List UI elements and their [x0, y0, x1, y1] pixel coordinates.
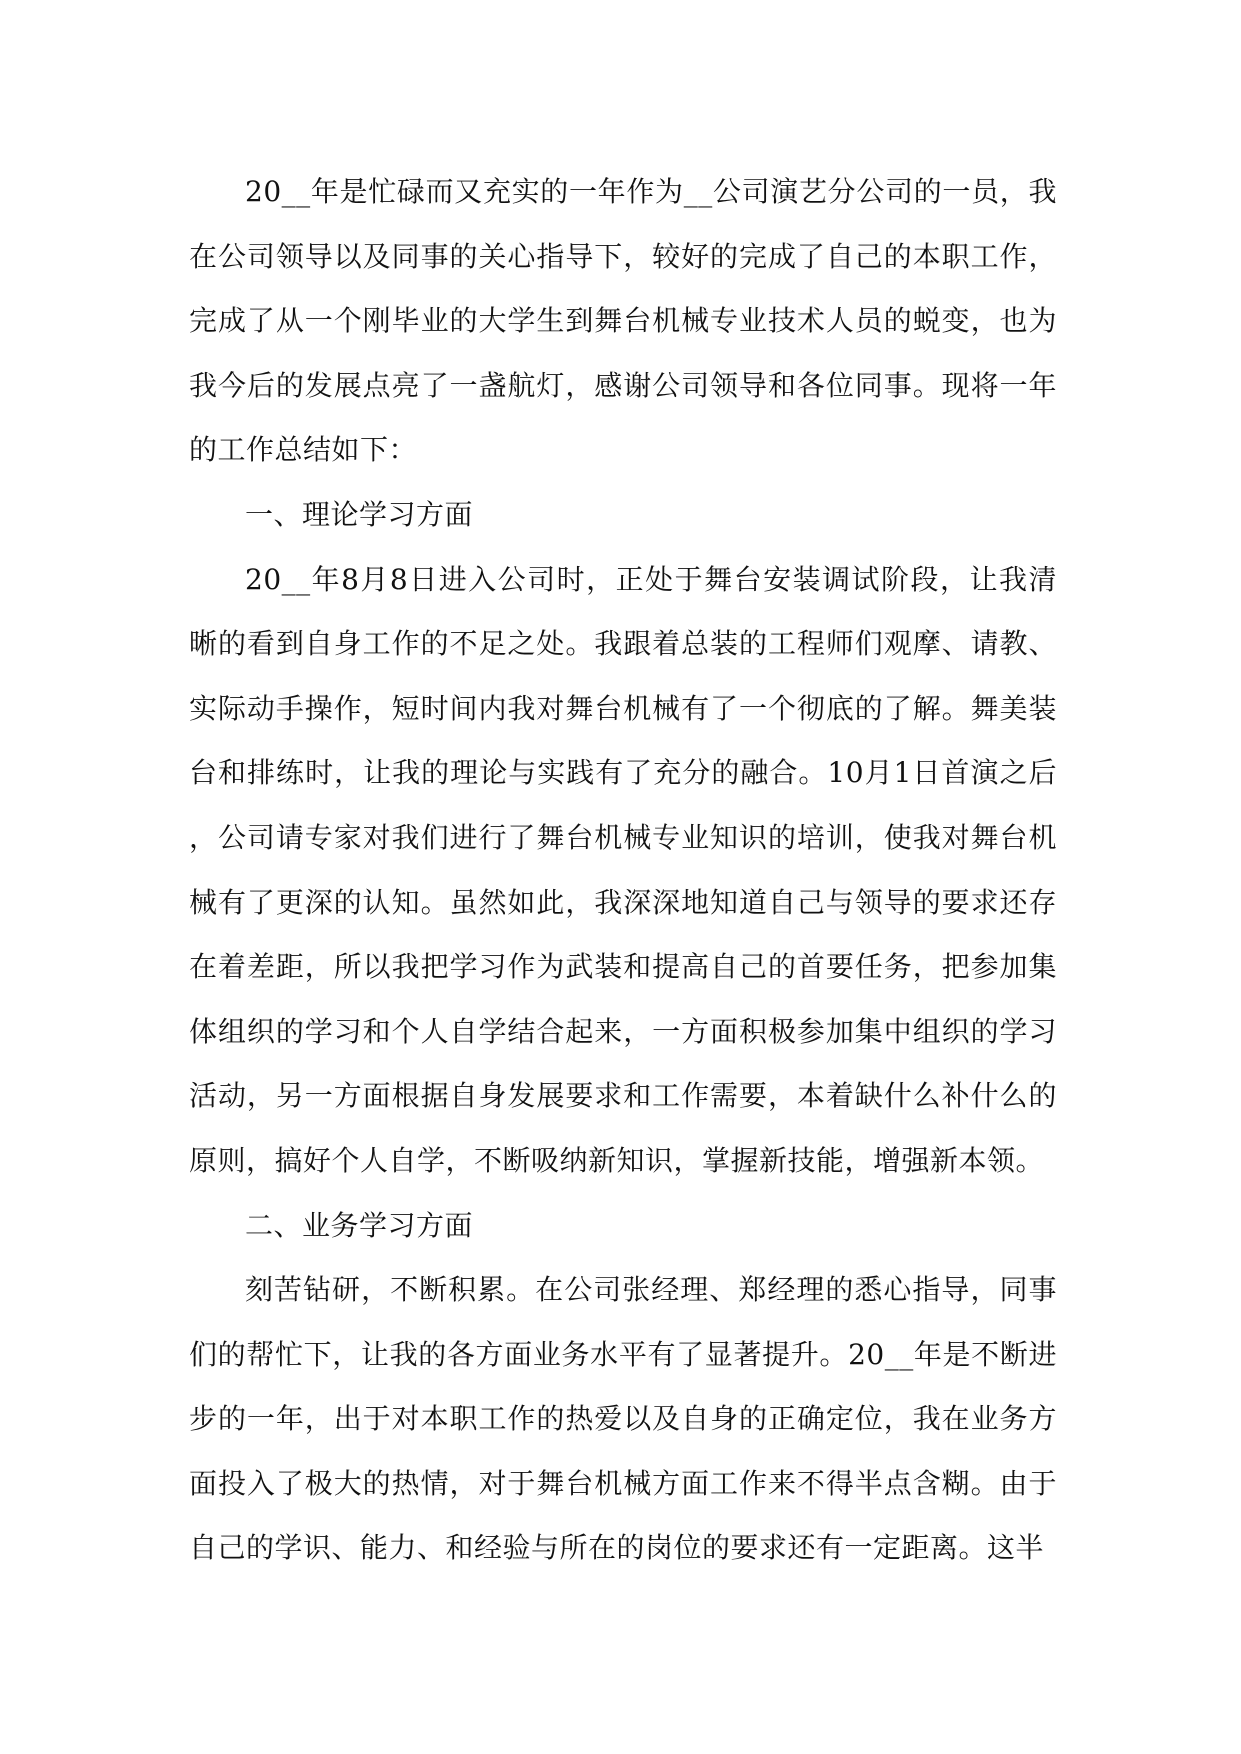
section-heading-business-study: 二、业务学习方面 [245, 1208, 474, 1242]
business-study-paragraph: 刻苦钻研，不断积累。在公司张经理、郑经理的悉心指导，同事们的帮忙下，让我的各方面业务水平有了显著提升。20__年是不断进步的一年，出于对本职工作的热爱以及自身的正确定位，我在业务方面投入了极大的热情，对于舞台机械方面工作来不得半点含糊。由于自己的学识、能力、和经验与所在的岗位的要求还有一定距离。这半 [189, 1273, 1057, 1565]
intro-paragraph: 20__年是忙碌而又充实的一年作为__公司演艺分公司的一员，我在公司领导以及同事的关心指导下，较好的完成了自己的本职工作，完成了从一个刚毕业的大学生到舞台机械专业技术人员的蜕变，也为我今后的发展点亮了一盏航灯，感谢公司领导和各位同事。现将一年的工作总结如下： [189, 175, 1057, 467]
section-heading-theory-study: 一、理论学习方面 [245, 497, 474, 531]
document-body [189, 160, 1057, 1581]
theory-study-paragraph: 20__年8月8日进入公司时，正处于舞台安装调试阶段，让我清晰的看到自身工作的不足之处。我跟着总装的工程师们观摩、请教、实际动手操作，短时间内我对舞台机械有了一个彻底的了解。舞美装台和排练时，让我的理论与实践有了充分的融合。10月1日首演之后，公司请专家对我们进行了舞台机械专业知识的培训，使我对舞台机械有了更深的认知。虽然如此，我深深地知道自己与领导的要求还存在着差距，所以我把学习作为武装和提高自己的首要任务，把参加集体组织的学习和个人自学结合起来，一方面积极参加集中组织的学习活动，另一方面根据自身发展要求和工作需要，本着缺什么补什么的原则，搞好个人自学，不断吸纳新知识，掌握新技能，增强新本领。 [189, 562, 1057, 1177]
